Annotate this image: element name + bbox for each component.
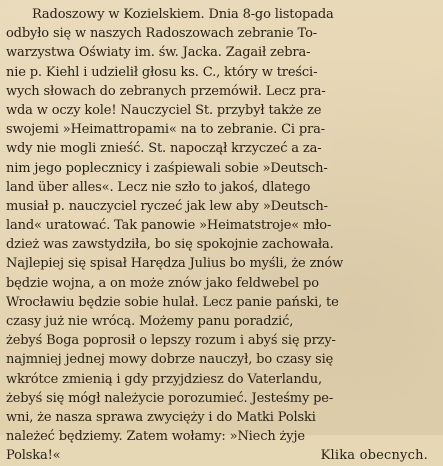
article-line: Polska!« — [6, 448, 61, 464]
article-line: land« uratować. Tak panowie »Heimatstroje« mło- — [6, 218, 332, 234]
article-line: wni, że nasza sprawa zwycięży i do Matki Polski — [6, 409, 316, 425]
article-line: odbyło się w naszych Radoszowach zebranie To- — [6, 26, 317, 42]
article-line: musiał p. nauczyciel ryczeć jak lew aby »Deutsch- — [6, 198, 328, 214]
article-line: wdy nie mogli znieść. St. napoczął krzyczeć a za- — [6, 141, 322, 157]
article-line: żebyś Boga poprosił o lepszy rozum i abyś się przy- — [6, 333, 336, 349]
article-line: będzie wojna, a on może znów jako feldwebel po — [6, 275, 319, 291]
article-line: Najlepiej się spisał Harędza Julius bo myśli, że znów — [6, 256, 344, 272]
article-line: warzystwa Oświaty im. św. Jacka. Zagaił zebra- — [6, 45, 311, 61]
article-last-line — [6, 446, 434, 465]
article-line: czasy już nie wrócą. Możemy panu poradzić, — [6, 314, 294, 329]
article-line: land über alles«. Lecz nie szło to jakoś, dlatego — [6, 179, 311, 195]
article-line: swojemi »Heimattropami« na to zebranie. Ci pra- — [6, 122, 325, 138]
article-line: wych słowach do zebranych przemówił. Lecz pra- — [6, 83, 326, 99]
article-line: nie p. Kiehl i udzielił głosu ks. C., który w treści- — [6, 64, 318, 80]
article-line: Wrocławiu będzie sobie hulał. Lecz panie pański, te — [6, 294, 339, 310]
article-line: dzież was zawstydziła, bo się spokojnie zachowała. — [6, 237, 334, 253]
signature: Klika obecnych. — [320, 448, 428, 464]
article-line: najmniej jednej mowy dobrze nauczył, bo czasy się — [6, 352, 334, 368]
article-line: wkrótce zmienią i gdy przyjdziesz do Vaterlandu, — [6, 371, 322, 387]
article-line: nim jego poplecznicy i zaśpiewali sobie »Deutsch- — [6, 160, 328, 176]
article-line: wda w oczy kole! Nauczyciel St. przybył także ze — [6, 102, 322, 118]
article-line: Radoszowy w Kozielskiem. Dnia 8-go listopada — [32, 7, 334, 22]
article-line: należeć będziemy. Zatem wołamy: »Niech żyje — [6, 429, 305, 445]
article-text — [6, 5, 434, 466]
article-line: żebyś się mógł należycie porozumieć. Jesteśmy pe- — [6, 390, 334, 406]
